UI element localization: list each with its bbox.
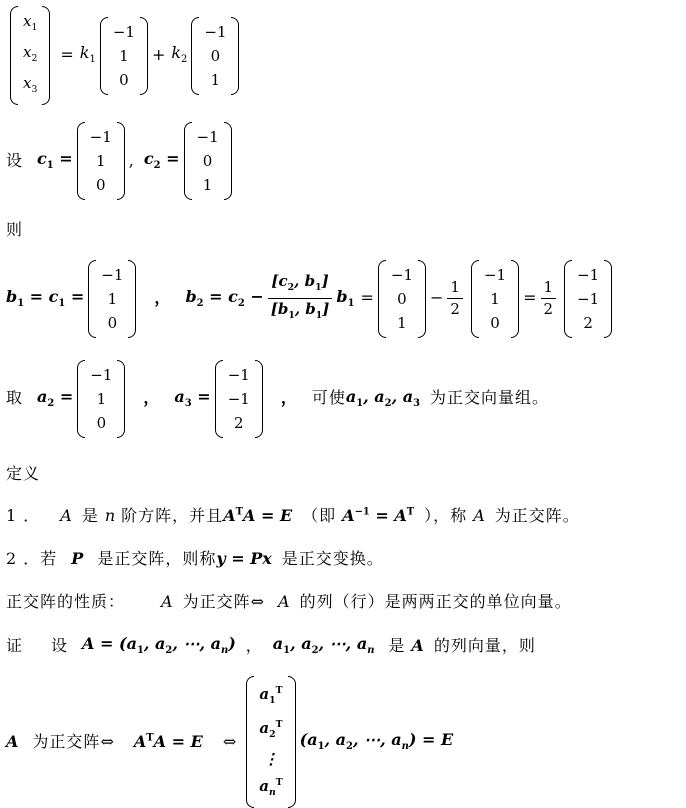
matrix-cell: 1 [397,313,407,332]
right-paren [418,260,426,338]
vector-c2-label: $c_2$ = [143,148,180,172]
vector-minus1-0-1 [191,17,239,95]
equals-sign: = [60,45,74,65]
property-line [6,592,686,613]
a-vector-list: $a_1$, $a_2$, $a_3$ [345,386,420,409]
right-paren [128,260,136,338]
right-paren [511,260,519,338]
comma: ， [245,635,263,655]
left-paren [471,260,479,338]
coefficient-k2: $k_2$ [171,43,188,66]
definition-2 [6,549,686,570]
equation-A-columns: $A = (a_1$, $a_2$, ⋯, $a_n$) [82,633,236,657]
equation-general-solution [6,6,686,105]
vector-minus1-0-1 [184,122,232,200]
matrix-cell: −1 [577,289,600,308]
matrix-A: A [411,635,424,655]
left-paren [378,260,386,338]
text-then [6,220,686,241]
iff-symbol: ⇔ [222,731,237,751]
text-properties-heading: 正交阵的性质： [6,592,126,612]
row-vector-equals-E: ($a_1$, $a_2$, ⋯, $a_n) = E$ [299,730,454,753]
right-paren [224,122,232,200]
matrix-A: A [60,505,72,525]
matrix-cell: 0 [107,313,118,332]
vector-minus1-minus1-2 [564,260,612,338]
final-equivalence [6,676,686,808]
vector-minus1-1-0 [88,260,136,338]
right-paren [231,17,239,95]
vector-c1-label: $c_1$ = [37,148,73,172]
matrix-P: P [71,549,84,569]
matrix-A: A [473,505,485,525]
equation-ATA-E: $A^TA = E$ [133,731,203,751]
matrix-cell: −1 [390,265,414,284]
fraction-denominator: 2 [450,300,460,319]
text-orthogonal-matrix: 为正交阵。 [494,505,580,525]
matrix-cell: $x_1$ [23,12,38,33]
matrix-cell: 1 [95,152,106,170]
matrix-cell: −1 [112,22,135,41]
equals-sign: = [523,288,537,308]
matrix-cell: 0 [490,313,500,332]
matrix-cell: −1 [483,265,507,284]
matrix-cell: $a_2^T$ [259,719,283,741]
right-paren [117,122,125,200]
iff-symbol: ⇔ [250,592,264,612]
vector-minus1-1-0 [100,17,148,95]
var-n: n [104,505,116,525]
matrix-A: A [278,592,290,612]
text-then-label: 则 [6,220,24,239]
vector-a3-label: $a_3$ = [174,386,211,409]
matrix-cell: $a_n^T$ [259,777,283,799]
text-qu: 取 [6,388,24,408]
vector-minus1-1-0 [77,122,125,200]
matrix-A: A [161,592,173,612]
left-paren [184,122,192,200]
vector-a2-label: $a_2$ = [37,386,74,409]
fraction-numerator: [$c_2$, $b_1$] [268,271,331,299]
matrix-cell: $x_2$ [23,43,38,64]
item-number: 2 ．若 [6,549,58,569]
vector-a-transpose-column [246,676,295,808]
fraction-denominator: [$b_1$, $b_1$] [270,300,330,322]
matrix-cell: ⋮ [263,750,279,769]
matrix-cell: $x_3$ [23,74,38,95]
text-she: 设 [51,635,69,655]
equation-take-a [6,360,686,438]
matrix-cell: 2 [583,313,593,332]
matrix-cell: 1 [119,46,129,65]
text-shi: 是 [81,505,99,525]
matrix-cell: −1 [89,128,112,146]
fraction-numerator: 1 [541,277,557,299]
matrix-cell: 0 [96,413,107,432]
left-paren [77,122,85,200]
text-shi: 是 [388,635,406,655]
matrix-cell: 2 [233,413,244,432]
text-column-vectors-then: 的列向量，则 [433,635,536,655]
matrix-cell: 1 [210,70,221,89]
right-paren [140,17,148,95]
b2-definition: $b_2 = c_2$ − [185,286,264,309]
fraction-numerator: 1 [447,277,463,299]
vector-minus1-1-0 [471,260,519,338]
left-paren [191,17,199,95]
matrix-cell: −1 [90,365,113,384]
matrix-cell: −1 [227,365,250,384]
comma: , [128,150,134,170]
vector-minus1-minus1-2 [215,360,263,438]
text-keshi: 可使 [311,388,346,408]
text-called: ），称 [424,505,468,525]
left-paren [88,260,96,338]
matrix-cell: $a_1^T$ [259,685,283,707]
fraction-one-half [447,277,463,320]
item-number: 1 ． [6,505,41,525]
text-is-orthogonal: 为正交阵 [182,592,251,612]
matrix-cell: −1 [227,389,250,408]
right-paren [288,676,296,808]
text-is-orthogonal: 是正交阵，则称 [97,549,217,569]
definition-1 [6,506,686,527]
text-square-matrix: 阶方阵，并且 [121,505,224,525]
text-is-orthogonal: 为正交阵 [32,731,101,751]
matrix-cell: 0 [397,289,407,308]
text-orthogonal-transform: 是正交变换。 [281,549,384,569]
equation-y-Px: y = Px [216,549,272,569]
matrix-cell: 0 [95,176,106,194]
matrix-cell: 1 [490,289,500,308]
left-paren [77,360,85,438]
left-paren [100,17,108,95]
matrix-cell: 1 [107,289,118,308]
minus-sign: − [430,288,444,308]
plus-sign: + [151,45,166,65]
matrix-cell: 0 [119,70,129,89]
right-paren [255,360,263,438]
comma: ， [280,388,298,408]
heading-definition [6,464,686,485]
text-orthogonal-set: 为正交向量组。 [430,388,550,408]
matrix-cell: −1 [196,128,219,146]
matrix-cell: 0 [210,46,221,65]
text-that-is: （即 [302,505,337,525]
fraction-denominator: 2 [543,300,554,319]
text-proof: 证 [6,635,24,655]
matrix-cell: 1 [96,389,107,408]
left-paren [215,360,223,438]
vector-minus1-0-1 [378,260,426,338]
left-paren [564,260,572,338]
a-vector-list: $a_1$, $a_2$, ⋯, $a_n$ [272,633,375,657]
b1-definition: $b_1 = c_1$ = [6,286,85,309]
right-paren [117,360,125,438]
right-paren [42,6,50,105]
matrix-cell: −1 [204,22,227,41]
heading-definition-label: 定义 [6,463,41,483]
fraction-one-half [541,277,557,320]
vector-x [10,6,50,105]
equals-sign: = [360,288,374,308]
fraction-inner-products [268,271,333,326]
b1-factor: $b_1$ [336,286,355,309]
comma: ， [154,288,172,308]
text-she: 设 [6,150,24,170]
equation-Ainv-AT: $A^{-1} = A^T$ [342,505,415,525]
coefficient-k1: $k_1$ [79,43,96,66]
right-paren [604,260,612,338]
equation-set-c [6,122,686,200]
matrix-cell: −1 [577,265,600,284]
equation-ATA-E: $A^TA = E$ [223,505,293,525]
matrix-cell: 0 [202,152,213,170]
proof-line [6,634,686,658]
matrix-A: A [6,731,19,751]
left-paren [246,676,254,808]
vector-minus1-1-0 [77,360,125,438]
iff-symbol: ⇔ [100,731,114,751]
text-columns-orthonormal: 的列（行）是两两正交的单位向量。 [299,592,572,612]
equation-gram-schmidt [6,260,686,338]
comma: ， [143,388,161,408]
matrix-cell: 1 [202,176,213,194]
left-paren [10,6,18,105]
matrix-cell: −1 [101,265,124,284]
